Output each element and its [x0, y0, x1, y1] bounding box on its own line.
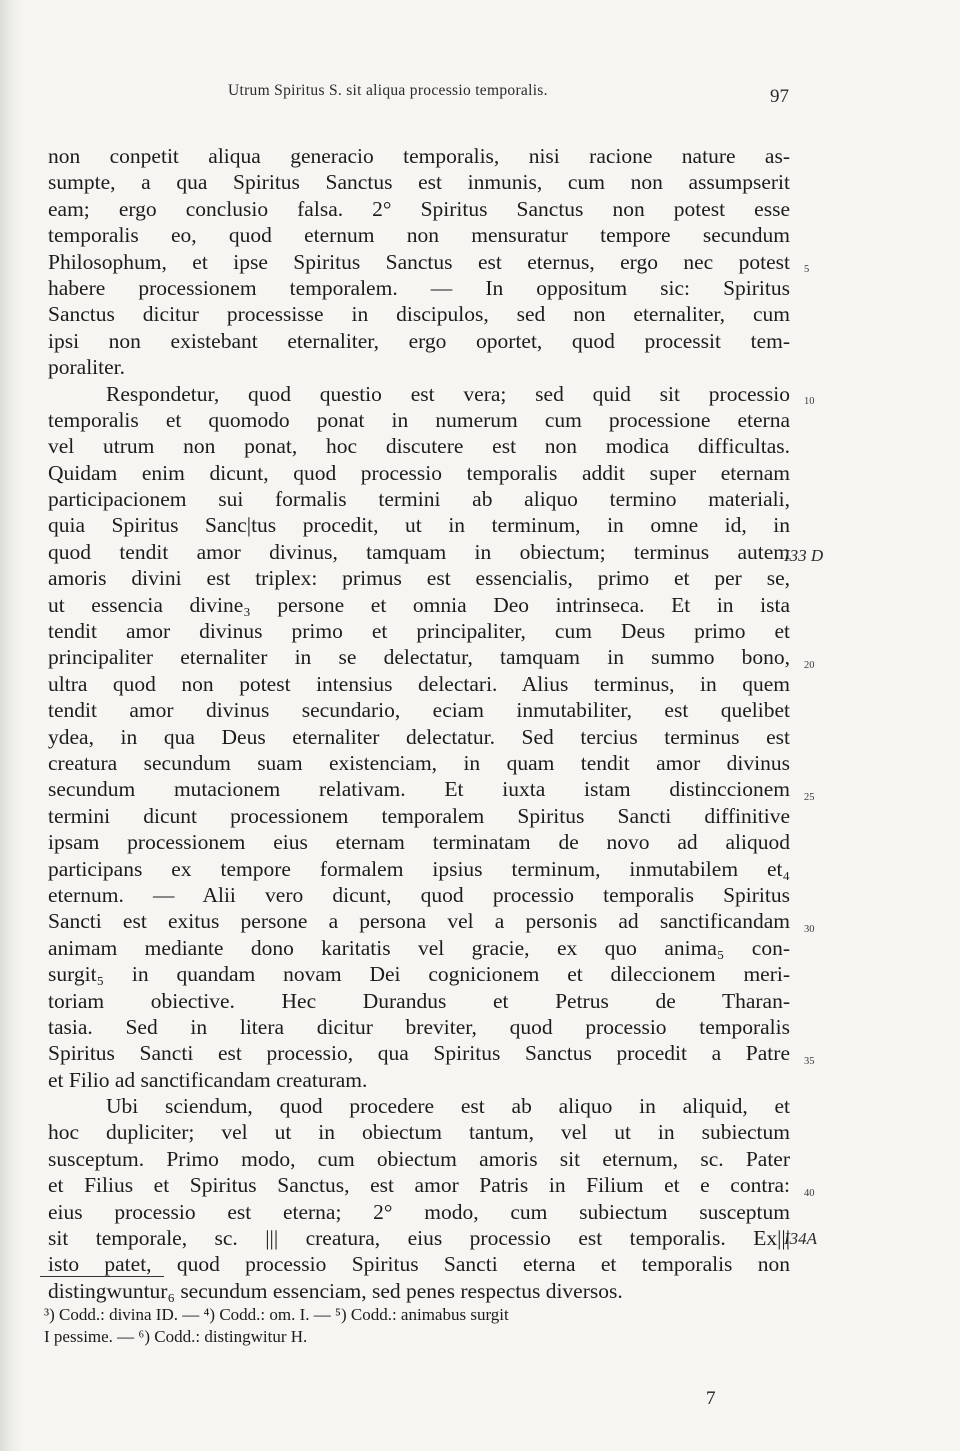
text-line: vel utrum non ponat, hoc discutere est non modica difficultas.: [48, 434, 790, 459]
margin-line-number: 35: [804, 1056, 815, 1067]
text-line: tasia. Sed in litera dicitur breviter, quod processio temporalis: [48, 1014, 790, 1039]
text-line: habere processionem temporalem. — In oppositum sic: Spiritus: [48, 275, 790, 300]
text-line: animam mediante dono karitatis vel gracie, ex quo anima₅ con-: [48, 935, 790, 960]
text-line: sit temporale, sc. ||| creatura, eius processio est temporalis. Ex|||: [48, 1226, 790, 1251]
text-line: Ubi sciendum, quod procedere est ab aliquo in aliquid, et: [106, 1094, 790, 1119]
text-line: Quidam enim dicunt, quod processio temporalis addit super eternam: [48, 460, 790, 485]
text-line: et Filio ad sanctificandam creaturam.: [48, 1067, 368, 1092]
text-line: quod tendit amor divinus, tamquam in obiectum; terminus autem: [48, 539, 790, 564]
text-line: poraliter.: [48, 355, 126, 380]
margin-line-number: 25: [804, 792, 815, 803]
margin-line-number: 40: [804, 1188, 815, 1199]
text-line: Spiritus Sancti est processio, qua Spiritus Sanctus procedit a Patre: [48, 1041, 790, 1066]
text-line: surgit₅ in quandam novam Dei cognicionem et dileccionem meri-: [48, 962, 790, 987]
margin-line-number: 10: [804, 396, 815, 407]
text-line: eam; ergo conclusio falsa. 2° Spiritus Sanctus non potest esse: [48, 196, 790, 221]
text-line: sumpte, a qua Spiritus Sanctus est inmunis, cum non assumpserit: [48, 170, 790, 195]
margin-folio-reference: I34A: [784, 1229, 818, 1248]
text-line: toriam obiective. Hec Durandus et Petrus de Tharan-: [48, 988, 790, 1013]
text-line: eius processio est eterna; 2° modo, cum subiectum susceptum: [48, 1199, 790, 1224]
footnote-line: ³) Codd.: divina ID. — ⁴) Codd.: om. I. — ⁵) Codd.: animabus surgit: [44, 1305, 509, 1324]
text-line: quia Spiritus Sanc|tus procedit, ut in terminum, in omne id, in: [48, 513, 790, 538]
text-line: ultra quod non potest intensius delectari. Alius terminus, in quem: [48, 671, 790, 696]
text-line: secundum mutacionem relativam. Et iuxta istam distinccionem: [48, 777, 790, 802]
footnotes: [44, 1304, 784, 1348]
running-title: Utrum Spiritus S. sit aliqua processio temporalis.: [228, 82, 548, 99]
text-line: temporalis et quomodo ponat in numerum cum processione eterna: [48, 407, 790, 432]
text-line: Sanctus dicitur processisse in discipulos, sed non eternaliter, cum: [48, 302, 790, 327]
text-line: Philosophum, et ipse Spiritus Sanctus est eternus, ergo nec potest: [48, 249, 790, 274]
text-line: amoris divini est triplex: primus est essencialis, primo et per se,: [48, 566, 790, 591]
text-line: termini dicunt processionem temporalem Spiritus Sancti diffinitive: [48, 803, 790, 828]
margin-line-number: 20: [804, 660, 815, 671]
text-line: Respondetur, quod questio est vera; sed quid sit processio: [106, 381, 790, 406]
text-line: et Filius et Spiritus Sanctus, est amor Patris in Filium et e contra:: [48, 1173, 790, 1198]
text-line: creatura secundum suam existenciam, in quam tendit amor divinus: [48, 750, 790, 775]
text-line: temporalis eo, quod eternum non mensuratur tempore secundum: [48, 223, 790, 248]
margin-line-number: 30: [804, 924, 815, 935]
footnote-rule: [40, 1276, 164, 1277]
text-line: tendit amor divinus secundario, eciam inmutabiliter, est quelibet: [48, 698, 790, 723]
page-number: 97: [770, 86, 789, 107]
text-line: ut essencia divine₃ persone et omnia Deo intrinseca. Et in ista: [48, 592, 790, 617]
text-line: eternum. — Alii vero dicunt, quod processio temporalis Spiritus: [48, 882, 790, 907]
text-line: susceptum. Primo modo, cum obiectum amoris sit eternum, sc. Pater: [48, 1146, 790, 1171]
text-line: ipsam processionem eius eternam terminatam de novo ad aliquod: [48, 830, 790, 855]
main-text: [48, 143, 790, 1304]
text-line: isto patet, quod processio Spiritus Sancti eterna et temporalis non: [48, 1252, 790, 1277]
text-line: Sancti est exitus persone a persona vel a personis ad sanctificandam: [48, 909, 790, 934]
text-line: non conpetit aliqua generacio temporalis, nisi racione nature as-: [48, 144, 790, 168]
text-line: distingwuntur₆ secundum essenciam, sed penes respectus diversos.: [48, 1278, 623, 1303]
text-line: hoc dupliciter; vel ut in obiectum tantum, vel ut in subiectum: [48, 1120, 790, 1145]
signature-mark: 7: [706, 1388, 716, 1409]
margin-folio-reference: I33 D: [784, 546, 824, 565]
text-line: ipsi non existebant eternaliter, ergo oportet, quod processit tem-: [48, 328, 790, 353]
text-line: principaliter eternaliter in se delectatur, tamquam in summo bono,: [48, 645, 790, 670]
text-line: participans ex tempore formalem ipsius terminum, inmutabilem et₄: [48, 856, 790, 881]
text-line: tendit amor divinus primo et principaliter, cum Deus primo et: [48, 619, 790, 644]
page-gutter-shadow: [0, 0, 22, 1451]
text-line: ydea, in qua Deus eternaliter delectatur. Sed tercius terminus est: [48, 724, 790, 749]
text-line: participacionem sui formalis termini ab aliquo termino materiali,: [48, 487, 790, 512]
margin-line-number: 5: [804, 264, 810, 275]
footnote-line: I pessime. — ⁶) Codd.: distingwitur H.: [44, 1327, 308, 1346]
